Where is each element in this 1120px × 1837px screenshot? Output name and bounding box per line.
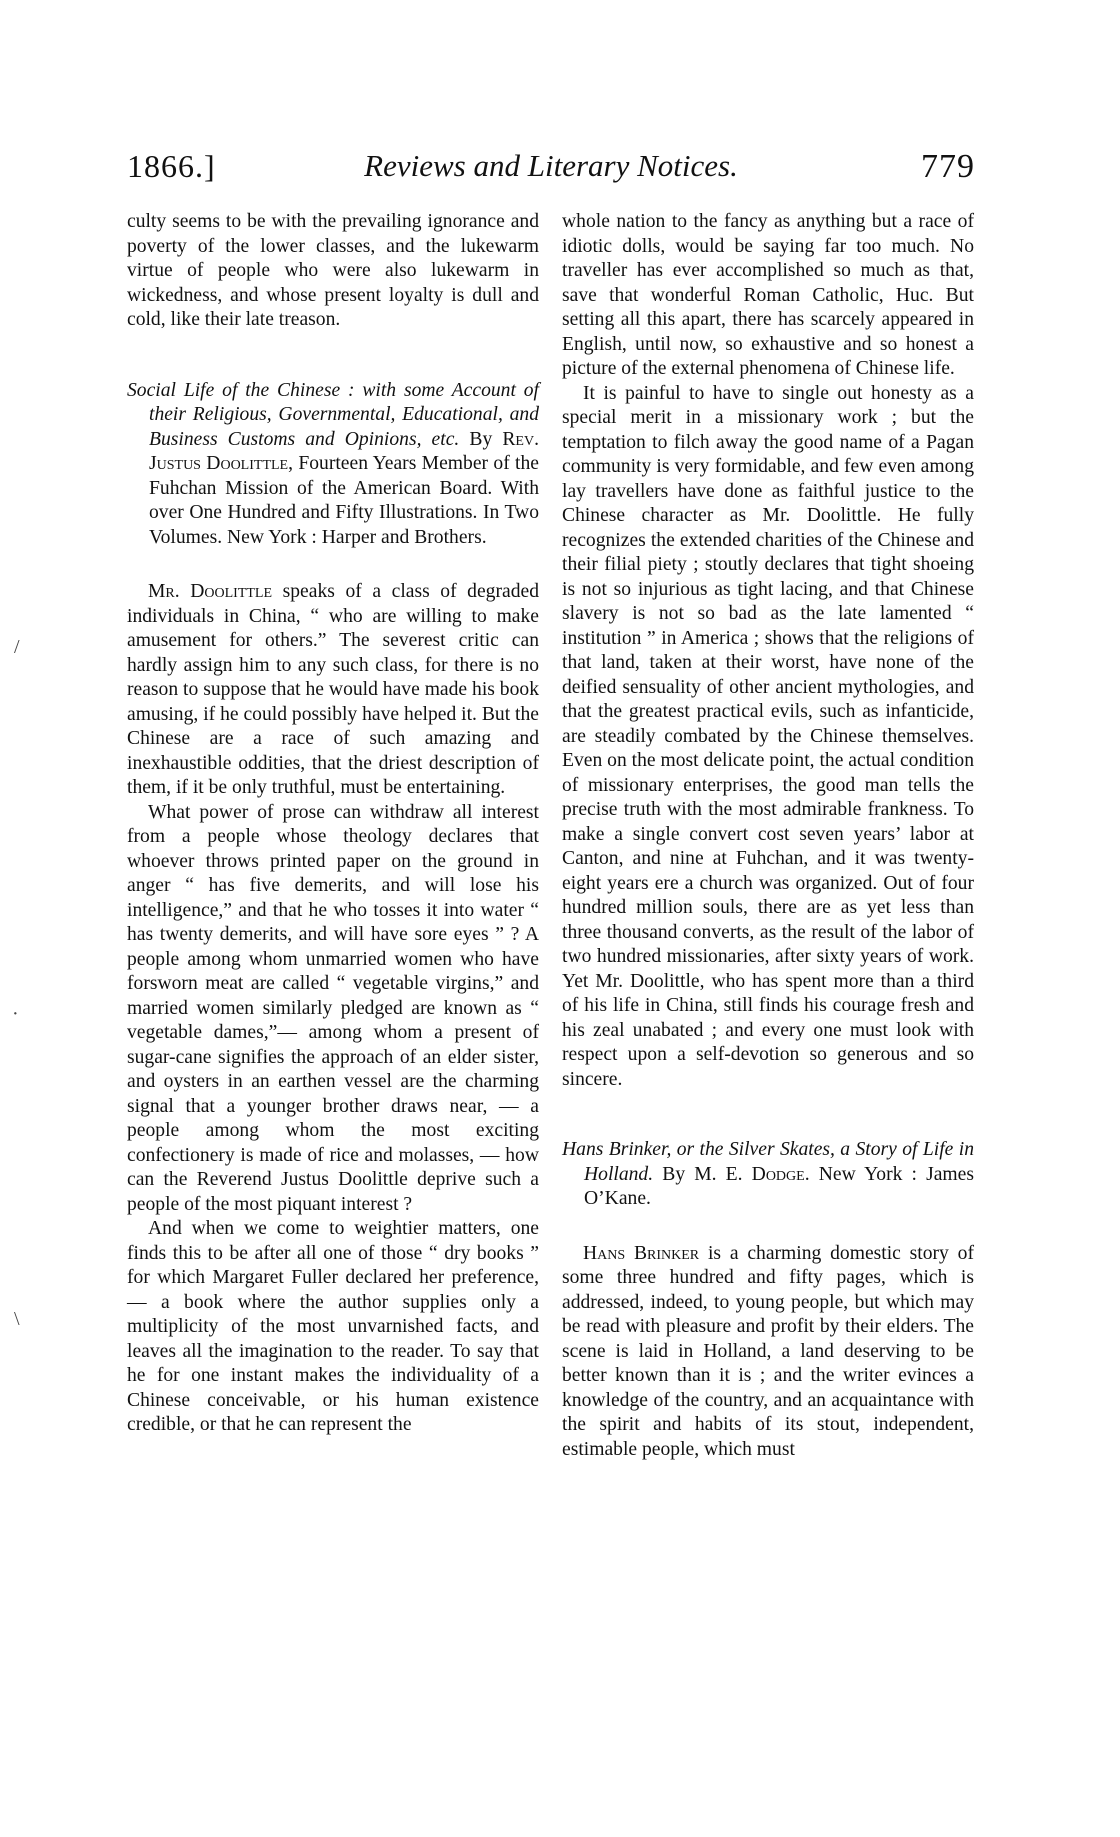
book-author: Dodge. (751, 1163, 810, 1185)
review-paragraph: And when we come to weightier matters, one finds this to be after all one of those “ dry books ” for which Margaret Fuller declared her preference, — a book where the author supplies only a multiplicity of the most unvarnished facts, and leaves all the imagination to the reader. To say that he for one instant makes the individuality of a Chinese conceivable, or his human existence credible, or that he can represent the (127, 1218, 539, 1435)
left-column (127, 210, 539, 1438)
review-paragraph: It is painful to have to single out honesty as a special merit in a missionary work ; but the temptation to filch away the good name of a Pagan community is very formidable, and few even among lay travellers have done as faithful justice to the Chinese character as Mr. Doolittle. He fully recognizes the extended charities of the Chinese and their filial piety ; stoutly declares that tight shoeing is not so injurious as tight lacing, and that Chinese slavery is not so bad as the late lamented “ institution ” in America ; shows that the religions of that land, taken at their worst, have none of the deified sensuality of other ancient mythologies, and that the greatest practical evils, such as infanticide, are steadily combated by the Chinese themselves. Even on the most delicate point, the actual condition of missionary enterprises, the good man tells the precise truth with the most admirable frankness. To make a single convert cost seven years’ labor at Canton, and nine at Fuhchan, and it was twenty-eight years ere a church was organized. Out of four hundred million souls, there are as yet less than three thousand converts, as the result of the labor of two hundred missionaries, after sixty years of work. Yet Mr. Doolittle, who has spent more than a third of his life in China, still finds his courage fresh and his zeal unabated ; and every one must look with respect upon a self-devotion so generous and so sincere. (562, 382, 974, 1090)
review-paragraph (127, 580, 539, 801)
lead-words: Mr. Doolittle (148, 581, 273, 602)
citation-details: New York : James O’Kane. (584, 1163, 974, 1209)
right-column (562, 210, 974, 1462)
book-title: Hans Brinker, or the Silver Skates, a Story of Life in Holland. (562, 1139, 974, 1185)
margin-mark: \ (14, 1308, 20, 1330)
citation-rev: Rev. (502, 428, 539, 450)
page-number: 779 (921, 148, 975, 185)
review-citation-social-life (127, 379, 539, 551)
paragraph-continued: culty seems to be with the prevailing ignorance and poverty of the lower classes, and the lukewarm virtue of people who were also lukewarm in wickedness, and whose present loyalty is dull and cold, like their late treason. (127, 211, 539, 330)
citation-details: Fourteen Years Member of the Fuhchan Mission of the American Board. With over One Hundred and Fifty Illustrations. In Two Volumes. New York : Harper and Brothers. (149, 453, 539, 548)
review-paragraph (562, 1242, 974, 1463)
citation-by: By (469, 428, 493, 450)
review-citation-hans-brinker (562, 1138, 974, 1212)
running-title: Reviews and Literary Notices. (364, 148, 738, 183)
book-title: Social Life of the Chinese : with some Account of their Religious, Governmental, Educational, and Business Customs and Opinions, etc. (127, 379, 539, 450)
header-year: 1866.] (127, 148, 216, 184)
running-header (127, 148, 975, 196)
paragraph-text: is a charming domestic story of some three hundred and fifty pages, which is addressed, indeed, to young people, but which may be read with pleasure and profit by their elders. The scene is laid in Holland, a land deserving to be better known than it is ; and the writer evinces a knowledge of the country, and an acquaintance with the spirit and habits of its stout, independent, estimable people, which must (562, 1242, 974, 1460)
margin-mark: · (12, 1003, 19, 1025)
margin-mark: / (14, 636, 20, 658)
paragraph-continued: whole nation to the fancy as anything but a race of idiotic dolls, would be saying far too much. No traveller has ever accomplished so much as that, save that wonderful Roman Catholic, Huc. But setting all this apart, there has scarcely appeared in English, until now, so exhaustive and so honest a picture of the external phenomena of Chinese life. (562, 211, 974, 379)
book-author: Justus Doolittle, (149, 453, 293, 474)
paragraph-text: speaks of a class of degraded individuals in China, “ who are willing to make amusement for others.” The severest critic can hardly assign him to any such class, for there is no reason to suppose that he would have made his book amusing, if he could possibly have helped it. But the Chinese are a race of such amazing and inexhaustible oddities, that the driest description of them, if it be only truthful, must be entertaining. (127, 581, 539, 798)
lead-words: Hans Brinker (583, 1242, 700, 1264)
citation-by: By M. E. (662, 1163, 743, 1185)
review-paragraph: What power of prose can withdraw all interest from a people whose theology declares that whoever throws printed paper on the ground in anger “ has five demerits, and will lose his intelligence,” and that he who tosses it into water “ has twenty demerits, and will have sore eyes ” ? A people among whom unmarried women who have forsworn meat are called “ vegetable virgins,” and married women similarly pledged are known as “ vegetable dames,”— among whom a present of sugar-cane signifies the approach of an elder sister, and oysters in an earthen vessel are the charming signal that a younger brother draws near, — a people among whom the most exciting confectionery is made of rice and molasses, — how can the Reverend Justus Doolittle deprive such a people of the most piquant interest ? (127, 801, 539, 1215)
